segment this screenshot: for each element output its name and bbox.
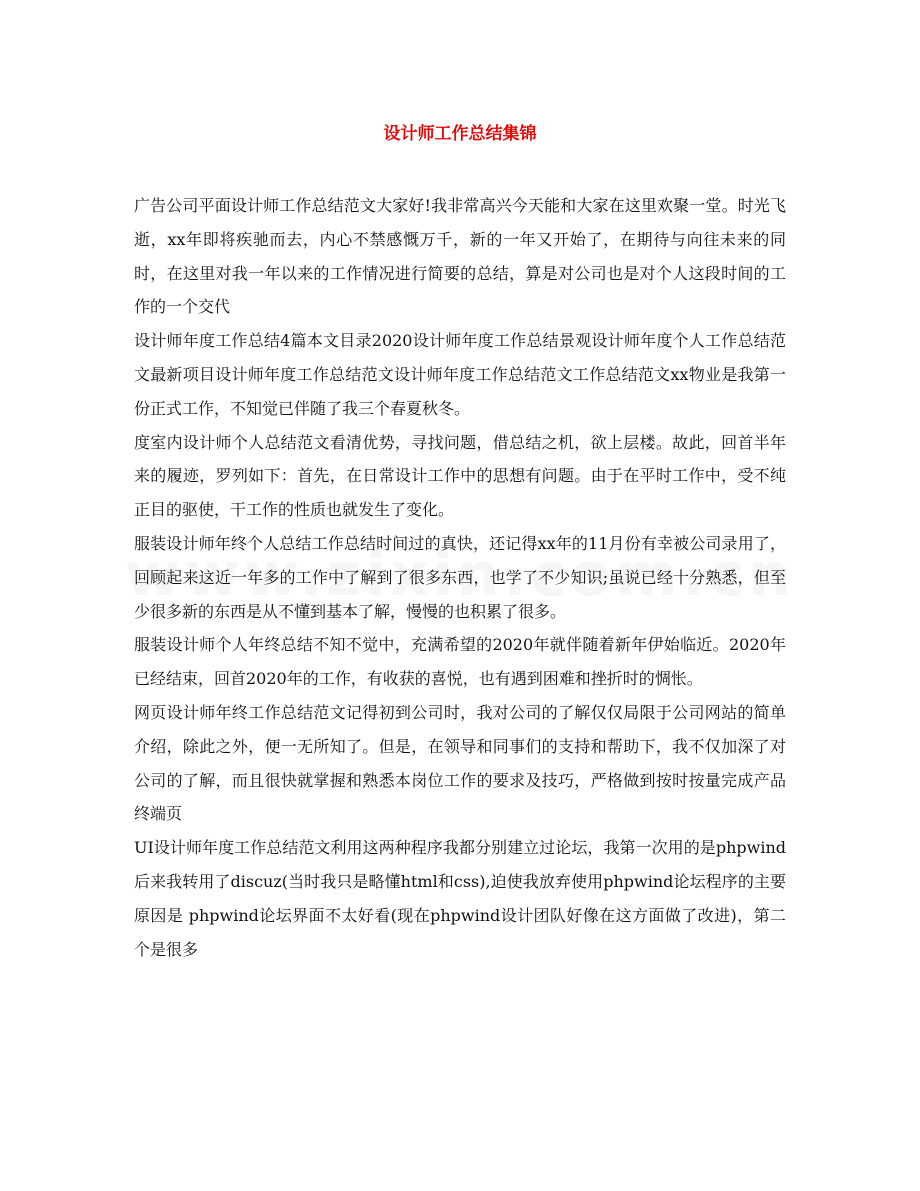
document-title: 设计师工作总结集锦 [383, 124, 537, 144]
paragraph: 服装设计师年终个人总结工作总结时间过的真快，还记得xx年的11月份有幸被公司录用了，回顾起来这近一年多的工作中了解到了很多东西，也学了不少知识;虽说已经十分熟悉，但至少很多新的东西是从不懂到基本了解，慢慢的也积累了很多。 [134, 533, 786, 621]
paragraph: 网页设计师年终工作总结范文记得初到公司时，我对公司的了解仅仅局限于公司网站的简单介绍，除此之外，便一无所知了。但是，在领导和同事们的支持和帮助下，我不仅加深了对公司的了解，而且很快就掌握和熟悉本岗位工作的要求及技巧，严格做到按时按量完成产品终端页 [134, 702, 786, 824]
paragraph: 设计师年度工作总结4篇本文目录2020设计师年度工作总结景观设计师年度个人工作总结范文最新项目设计师年度工作总结范文设计师年度工作总结范文工作总结范文xx物业是我第一份正式工作，不知觉已伴随了我三个春夏秋冬。 [134, 331, 786, 418]
document-body [134, 189, 786, 966]
paragraph: 广告公司平面设计师工作总结范文大家好!我非常高兴今天能和大家在这里欢聚一堂。时光飞逝，xx年即将疾驰而去，内心不禁感慨万千，新的一年又开始了，在期待与向往未来的同时，在这里对我一年以来的工作情况进行简要的总结，算是对公司也是对个人这段时间的工作的一个交代 [134, 196, 786, 317]
paragraph: 服装设计师个人年终总结不知不觉中，充满希望的2020年就伴随着新年伊始临近。2020年已经结束，回首2020年的工作，有收获的喜悦，也有遇到困难和挫折时的惆怅。 [134, 635, 786, 689]
paragraph: 度室内设计师个人总结范文看清优势，寻找问题，借总结之机，欲上层楼。故此，回首半年来的履迹，罗列如下：首先，在日常设计工作中的思想有问题。由于在平时工作中，受不纯正目的驱使，干工作的性质也就发生了变化。 [134, 432, 786, 520]
paragraph: UI设计师年度工作总结范文利用这两种程序我都分别建立过论坛，我第一次用的是phpwind 后来我转用了discuz(当时我只是略懂html和css),迫使我放弃使用phpwind论坛程序的主要原因是 phpwind论坛界面不太好看(现在phpwind设计团队好像在这方面做了改进)，第二个是很多 [134, 838, 786, 959]
